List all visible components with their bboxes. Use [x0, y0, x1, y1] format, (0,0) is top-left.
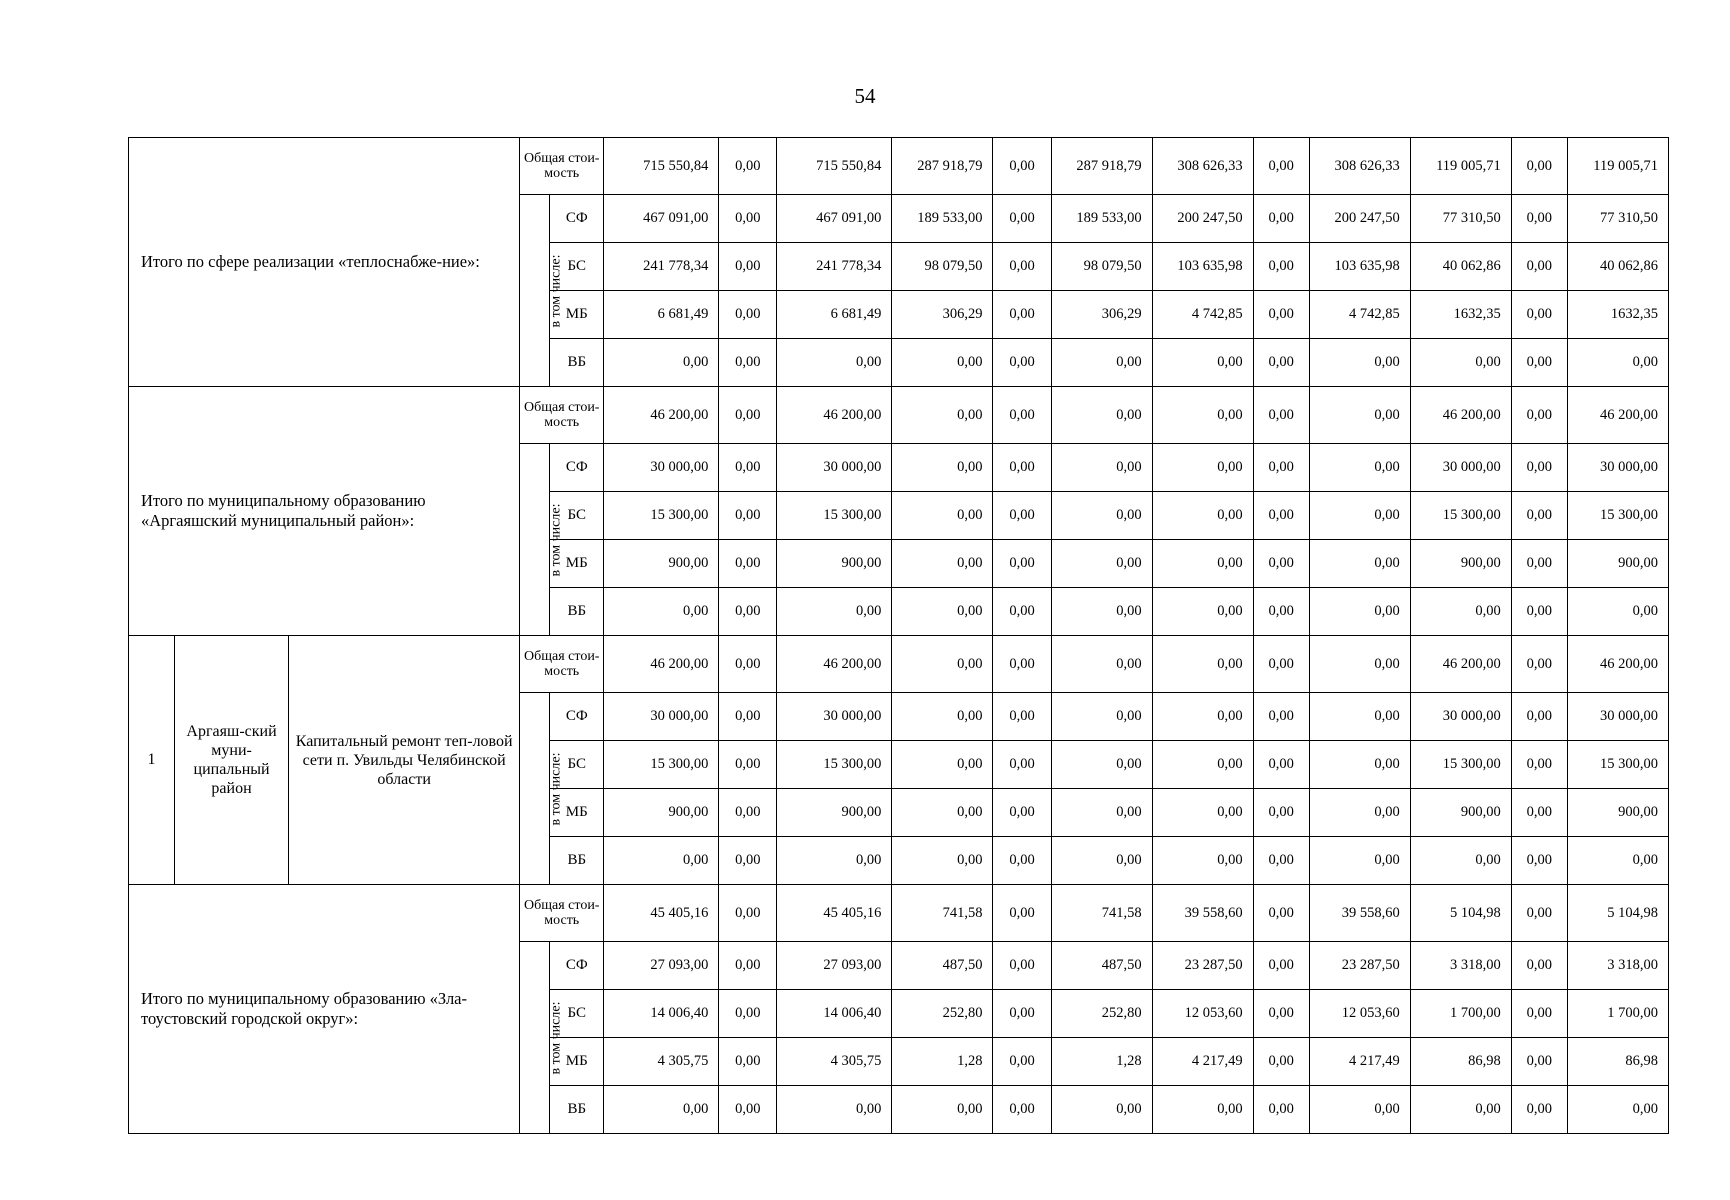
value-cell: 0,00: [1511, 885, 1567, 942]
value-cell: 0,00: [1567, 837, 1668, 885]
value-cell: 0,00: [1567, 588, 1668, 636]
funding-source-code: ВБ: [550, 588, 604, 636]
value-cell: 0,00: [1152, 444, 1253, 492]
block-title: Итого по муниципальному образованию «Аргаяшский муниципальный район»:: [129, 387, 520, 636]
value-cell: 30 000,00: [604, 693, 719, 741]
value-cell: 0,00: [1309, 693, 1410, 741]
value-cell: 0,00: [719, 1086, 777, 1134]
value-cell: 4 217,49: [1309, 1038, 1410, 1086]
value-cell: 0,00: [1511, 1086, 1567, 1134]
value-cell: 0,00: [1309, 789, 1410, 837]
value-cell: 27 093,00: [604, 942, 719, 990]
value-cell: 86,98: [1567, 1038, 1668, 1086]
funding-source-code: СФ: [550, 942, 604, 990]
value-cell: 0,00: [892, 1086, 993, 1134]
value-cell: 3 318,00: [1567, 942, 1668, 990]
value-cell: 0,00: [892, 540, 993, 588]
value-cell: 0,00: [993, 588, 1051, 636]
value-cell: 1632,35: [1567, 291, 1668, 339]
total-cost-label: Общая стои-мость: [520, 636, 604, 693]
value-cell: 0,00: [1511, 195, 1567, 243]
funding-source-code: МБ: [550, 1038, 604, 1086]
value-cell: 0,00: [1152, 1086, 1253, 1134]
value-cell: 0,00: [1253, 291, 1309, 339]
value-cell: 30 000,00: [777, 444, 892, 492]
value-cell: 0,00: [1253, 588, 1309, 636]
funding-source-code: БС: [550, 243, 604, 291]
value-cell: 6 681,49: [777, 291, 892, 339]
value-cell: 0,00: [1152, 636, 1253, 693]
total-cost-label: Общая стои-мость: [520, 387, 604, 444]
value-cell: 30 000,00: [1410, 444, 1511, 492]
including-label: в том числе:: [548, 1001, 564, 1075]
funding-source-code: ВБ: [550, 339, 604, 387]
value-cell: 0,00: [1152, 588, 1253, 636]
value-cell: 1 700,00: [1567, 990, 1668, 1038]
value-cell: 241 778,34: [604, 243, 719, 291]
value-cell: 77 310,50: [1410, 195, 1511, 243]
value-cell: 189 533,00: [892, 195, 993, 243]
value-cell: 0,00: [1253, 837, 1309, 885]
value-cell: 0,00: [993, 693, 1051, 741]
value-cell: 27 093,00: [777, 942, 892, 990]
page-number: 54: [854, 84, 876, 108]
value-cell: 0,00: [1309, 444, 1410, 492]
value-cell: 0,00: [719, 942, 777, 990]
value-cell: 487,50: [892, 942, 993, 990]
value-cell: 46 200,00: [1410, 387, 1511, 444]
value-cell: 0,00: [1253, 138, 1309, 195]
block-title: Итого по муниципальному образованию «Зла-тоустовский городской округ»:: [129, 885, 520, 1134]
value-cell: 0,00: [719, 339, 777, 387]
value-cell: 0,00: [719, 588, 777, 636]
value-cell: 0,00: [1309, 837, 1410, 885]
value-cell: 1,28: [1051, 1038, 1152, 1086]
value-cell: 0,00: [1253, 741, 1309, 789]
block-title: Итого по сфере реализации «теплоснабже-ние»:: [129, 138, 520, 387]
value-cell: 0,00: [1152, 540, 1253, 588]
value-cell: 0,00: [1567, 1086, 1668, 1134]
value-cell: 0,00: [1152, 837, 1253, 885]
value-cell: 0,00: [1511, 588, 1567, 636]
value-cell: 0,00: [993, 885, 1051, 942]
funding-source-code: СФ: [550, 444, 604, 492]
value-cell: 46 200,00: [777, 636, 892, 693]
value-cell: 0,00: [1051, 693, 1152, 741]
value-cell: 0,00: [993, 138, 1051, 195]
value-cell: 15 300,00: [1410, 741, 1511, 789]
value-cell: 39 558,60: [1152, 885, 1253, 942]
value-cell: 900,00: [1567, 540, 1668, 588]
value-cell: 0,00: [719, 540, 777, 588]
table-total-row: [129, 138, 1669, 195]
value-cell: 0,00: [892, 588, 993, 636]
value-cell: 0,00: [1253, 444, 1309, 492]
value-cell: 0,00: [1511, 636, 1567, 693]
value-cell: 5 104,98: [1410, 885, 1511, 942]
value-cell: 0,00: [1051, 1086, 1152, 1134]
value-cell: 287 918,79: [892, 138, 993, 195]
value-cell: 4 217,49: [1152, 1038, 1253, 1086]
value-cell: 0,00: [1051, 492, 1152, 540]
value-cell: 252,80: [892, 990, 993, 1038]
value-cell: 0,00: [719, 444, 777, 492]
including-label-cell: [520, 693, 564, 885]
value-cell: 0,00: [1511, 741, 1567, 789]
value-cell: 0,00: [1511, 243, 1567, 291]
funding-source-code: БС: [550, 741, 604, 789]
value-cell: 14 006,40: [777, 990, 892, 1038]
value-cell: 0,00: [719, 636, 777, 693]
value-cell: 0,00: [1511, 837, 1567, 885]
value-cell: 15 300,00: [1410, 492, 1511, 540]
value-cell: 98 079,50: [1051, 243, 1152, 291]
value-cell: 0,00: [1567, 339, 1668, 387]
value-cell: 46 200,00: [604, 387, 719, 444]
funding-source-code: МБ: [550, 540, 604, 588]
value-cell: 0,00: [1511, 1038, 1567, 1086]
value-cell: 0,00: [1410, 1086, 1511, 1134]
value-cell: 0,00: [892, 492, 993, 540]
value-cell: 189 533,00: [1051, 195, 1152, 243]
value-cell: 15 300,00: [604, 741, 719, 789]
value-cell: 14 006,40: [604, 990, 719, 1038]
value-cell: 119 005,71: [1567, 138, 1668, 195]
value-cell: 0,00: [1253, 942, 1309, 990]
value-cell: 0,00: [993, 291, 1051, 339]
value-cell: 0,00: [1309, 636, 1410, 693]
value-cell: 0,00: [719, 693, 777, 741]
value-cell: 0,00: [719, 1038, 777, 1086]
table-total-row: [129, 387, 1669, 444]
value-cell: 0,00: [993, 195, 1051, 243]
value-cell: 0,00: [1410, 588, 1511, 636]
value-cell: 0,00: [1309, 540, 1410, 588]
value-cell: 30 000,00: [1410, 693, 1511, 741]
value-cell: 287 918,79: [1051, 138, 1152, 195]
value-cell: 0,00: [1410, 339, 1511, 387]
value-cell: 4 305,75: [604, 1038, 719, 1086]
value-cell: 308 626,33: [1309, 138, 1410, 195]
value-cell: 0,00: [777, 339, 892, 387]
value-cell: 5 104,98: [1567, 885, 1668, 942]
value-cell: 15 300,00: [604, 492, 719, 540]
value-cell: 15 300,00: [1567, 492, 1668, 540]
value-cell: 0,00: [1152, 693, 1253, 741]
value-cell: 0,00: [1253, 1038, 1309, 1086]
value-cell: 0,00: [1309, 588, 1410, 636]
value-cell: 487,50: [1051, 942, 1152, 990]
value-cell: 0,00: [1511, 693, 1567, 741]
value-cell: 0,00: [1511, 540, 1567, 588]
value-cell: 0,00: [892, 444, 993, 492]
value-cell: 0,00: [993, 243, 1051, 291]
value-cell: 0,00: [993, 540, 1051, 588]
value-cell: 0,00: [993, 339, 1051, 387]
value-cell: 0,00: [1511, 387, 1567, 444]
value-cell: 98 079,50: [892, 243, 993, 291]
value-cell: 30 000,00: [604, 444, 719, 492]
value-cell: 0,00: [1051, 444, 1152, 492]
value-cell: 23 287,50: [1152, 942, 1253, 990]
value-cell: 0,00: [719, 492, 777, 540]
value-cell: 0,00: [604, 837, 719, 885]
value-cell: 0,00: [1253, 1086, 1309, 1134]
value-cell: 741,58: [892, 885, 993, 942]
value-cell: 0,00: [993, 942, 1051, 990]
value-cell: 0,00: [892, 339, 993, 387]
including-label-cell: [520, 195, 564, 387]
including-label: в том числе:: [548, 254, 564, 328]
value-cell: 200 247,50: [1152, 195, 1253, 243]
value-cell: 0,00: [993, 636, 1051, 693]
value-cell: 45 405,16: [777, 885, 892, 942]
value-cell: 30 000,00: [1567, 444, 1668, 492]
value-cell: 39 558,60: [1309, 885, 1410, 942]
value-cell: 0,00: [1152, 789, 1253, 837]
value-cell: 15 300,00: [777, 492, 892, 540]
value-cell: 741,58: [1051, 885, 1152, 942]
value-cell: 0,00: [1253, 636, 1309, 693]
value-cell: 0,00: [1253, 990, 1309, 1038]
value-cell: 0,00: [1051, 741, 1152, 789]
value-cell: 0,00: [1051, 540, 1152, 588]
value-cell: 3 318,00: [1410, 942, 1511, 990]
including-label-cell: [520, 942, 564, 1134]
value-cell: 30 000,00: [1567, 693, 1668, 741]
value-cell: 103 635,98: [1152, 243, 1253, 291]
table-total-row: [129, 885, 1669, 942]
value-cell: 0,00: [892, 741, 993, 789]
value-cell: 0,00: [1253, 885, 1309, 942]
value-cell: 900,00: [777, 540, 892, 588]
value-cell: 0,00: [719, 243, 777, 291]
value-cell: 0,00: [1152, 339, 1253, 387]
value-cell: 40 062,86: [1567, 243, 1668, 291]
funding-source-code: ВБ: [550, 837, 604, 885]
value-cell: 0,00: [993, 837, 1051, 885]
value-cell: 0,00: [1511, 789, 1567, 837]
value-cell: 12 053,60: [1309, 990, 1410, 1038]
value-cell: 0,00: [777, 588, 892, 636]
value-cell: 0,00: [1309, 741, 1410, 789]
value-cell: 4 742,85: [1152, 291, 1253, 339]
value-cell: 30 000,00: [777, 693, 892, 741]
including-label-cell: [520, 444, 564, 636]
value-cell: 0,00: [1410, 837, 1511, 885]
project-name: Капитальный ремонт теп-ловой сети п. Увильды Челябинской области: [289, 636, 520, 885]
value-cell: 0,00: [1309, 339, 1410, 387]
value-cell: 0,00: [892, 636, 993, 693]
value-cell: 0,00: [993, 990, 1051, 1038]
value-cell: 0,00: [1152, 492, 1253, 540]
value-cell: 0,00: [1051, 339, 1152, 387]
total-cost-label: Общая стои-мость: [520, 138, 604, 195]
value-cell: 0,00: [892, 387, 993, 444]
funding-source-code: МБ: [550, 789, 604, 837]
value-cell: 308 626,33: [1152, 138, 1253, 195]
value-cell: 0,00: [1253, 243, 1309, 291]
value-cell: 0,00: [604, 1086, 719, 1134]
value-cell: 0,00: [1253, 195, 1309, 243]
funding-source-code: СФ: [550, 195, 604, 243]
value-cell: 0,00: [993, 1038, 1051, 1086]
value-cell: 0,00: [993, 492, 1051, 540]
value-cell: 103 635,98: [1309, 243, 1410, 291]
value-cell: 0,00: [1511, 138, 1567, 195]
value-cell: 0,00: [993, 387, 1051, 444]
value-cell: 241 778,34: [777, 243, 892, 291]
value-cell: 0,00: [1253, 387, 1309, 444]
value-cell: 0,00: [719, 138, 777, 195]
value-cell: 715 550,84: [604, 138, 719, 195]
value-cell: 0,00: [1051, 789, 1152, 837]
value-cell: 0,00: [777, 837, 892, 885]
value-cell: 0,00: [1051, 387, 1152, 444]
value-cell: 0,00: [1051, 588, 1152, 636]
value-cell: 1632,35: [1410, 291, 1511, 339]
value-cell: 46 200,00: [777, 387, 892, 444]
value-cell: 0,00: [777, 1086, 892, 1134]
value-cell: 4 305,75: [777, 1038, 892, 1086]
value-cell: 0,00: [1253, 540, 1309, 588]
table-total-row: [129, 636, 1669, 693]
funding-source-code: ВБ: [550, 1086, 604, 1134]
value-cell: 306,29: [892, 291, 993, 339]
funding-source-code: МБ: [550, 291, 604, 339]
value-cell: 0,00: [1511, 339, 1567, 387]
value-cell: 0,00: [719, 837, 777, 885]
value-cell: 0,00: [1253, 693, 1309, 741]
value-cell: 46 200,00: [1567, 387, 1668, 444]
value-cell: 0,00: [1253, 492, 1309, 540]
value-cell: 0,00: [1511, 990, 1567, 1038]
value-cell: 0,00: [892, 789, 993, 837]
value-cell: 0,00: [604, 339, 719, 387]
value-cell: 0,00: [1511, 942, 1567, 990]
including-label: в том числе:: [548, 752, 564, 826]
value-cell: 0,00: [1309, 1086, 1410, 1134]
value-cell: 467 091,00: [604, 195, 719, 243]
value-cell: 0,00: [719, 789, 777, 837]
value-cell: 77 310,50: [1567, 195, 1668, 243]
value-cell: 0,00: [1051, 636, 1152, 693]
value-cell: 306,29: [1051, 291, 1152, 339]
including-label: в том числе:: [548, 503, 564, 577]
value-cell: 0,00: [1051, 837, 1152, 885]
value-cell: 0,00: [1511, 492, 1567, 540]
value-cell: 0,00: [1511, 291, 1567, 339]
value-cell: 0,00: [993, 741, 1051, 789]
value-cell: 12 053,60: [1152, 990, 1253, 1038]
budget-table: [128, 137, 1669, 1134]
value-cell: 467 091,00: [777, 195, 892, 243]
value-cell: 45 405,16: [604, 885, 719, 942]
value-cell: 0,00: [892, 693, 993, 741]
value-cell: 6 681,49: [604, 291, 719, 339]
value-cell: 0,00: [719, 990, 777, 1038]
value-cell: 0,00: [993, 1086, 1051, 1134]
value-cell: 0,00: [719, 741, 777, 789]
value-cell: 0,00: [719, 387, 777, 444]
value-cell: 900,00: [1410, 540, 1511, 588]
value-cell: 0,00: [719, 885, 777, 942]
funding-source-code: СФ: [550, 693, 604, 741]
value-cell: 40 062,86: [1410, 243, 1511, 291]
value-cell: 0,00: [1253, 789, 1309, 837]
value-cell: 0,00: [1152, 741, 1253, 789]
value-cell: 900,00: [1410, 789, 1511, 837]
value-cell: 15 300,00: [1567, 741, 1668, 789]
value-cell: 0,00: [604, 588, 719, 636]
value-cell: 46 200,00: [1410, 636, 1511, 693]
value-cell: 0,00: [993, 789, 1051, 837]
value-cell: 0,00: [993, 444, 1051, 492]
value-cell: 0,00: [1511, 444, 1567, 492]
funding-source-code: БС: [550, 990, 604, 1038]
value-cell: 23 287,50: [1309, 942, 1410, 990]
funding-source-code: БС: [550, 492, 604, 540]
value-cell: 86,98: [1410, 1038, 1511, 1086]
value-cell: 46 200,00: [1567, 636, 1668, 693]
value-cell: 0,00: [719, 195, 777, 243]
item-number: 1: [129, 636, 175, 885]
value-cell: 252,80: [1051, 990, 1152, 1038]
value-cell: 1 700,00: [1410, 990, 1511, 1038]
value-cell: 1,28: [892, 1038, 993, 1086]
value-cell: 119 005,71: [1410, 138, 1511, 195]
value-cell: 0,00: [892, 837, 993, 885]
value-cell: 0,00: [1152, 387, 1253, 444]
value-cell: 46 200,00: [604, 636, 719, 693]
value-cell: 200 247,50: [1309, 195, 1410, 243]
value-cell: 900,00: [604, 540, 719, 588]
value-cell: 4 742,85: [1309, 291, 1410, 339]
value-cell: 715 550,84: [777, 138, 892, 195]
value-cell: 0,00: [1309, 492, 1410, 540]
total-cost-label: Общая стои-мость: [520, 885, 604, 942]
value-cell: 15 300,00: [777, 741, 892, 789]
value-cell: 0,00: [719, 291, 777, 339]
value-cell: 0,00: [1309, 387, 1410, 444]
value-cell: 900,00: [1567, 789, 1668, 837]
municipality-name: Аргаяш-ский муни-ципальный район: [175, 636, 289, 885]
value-cell: 900,00: [777, 789, 892, 837]
value-cell: 0,00: [1253, 339, 1309, 387]
value-cell: 900,00: [604, 789, 719, 837]
